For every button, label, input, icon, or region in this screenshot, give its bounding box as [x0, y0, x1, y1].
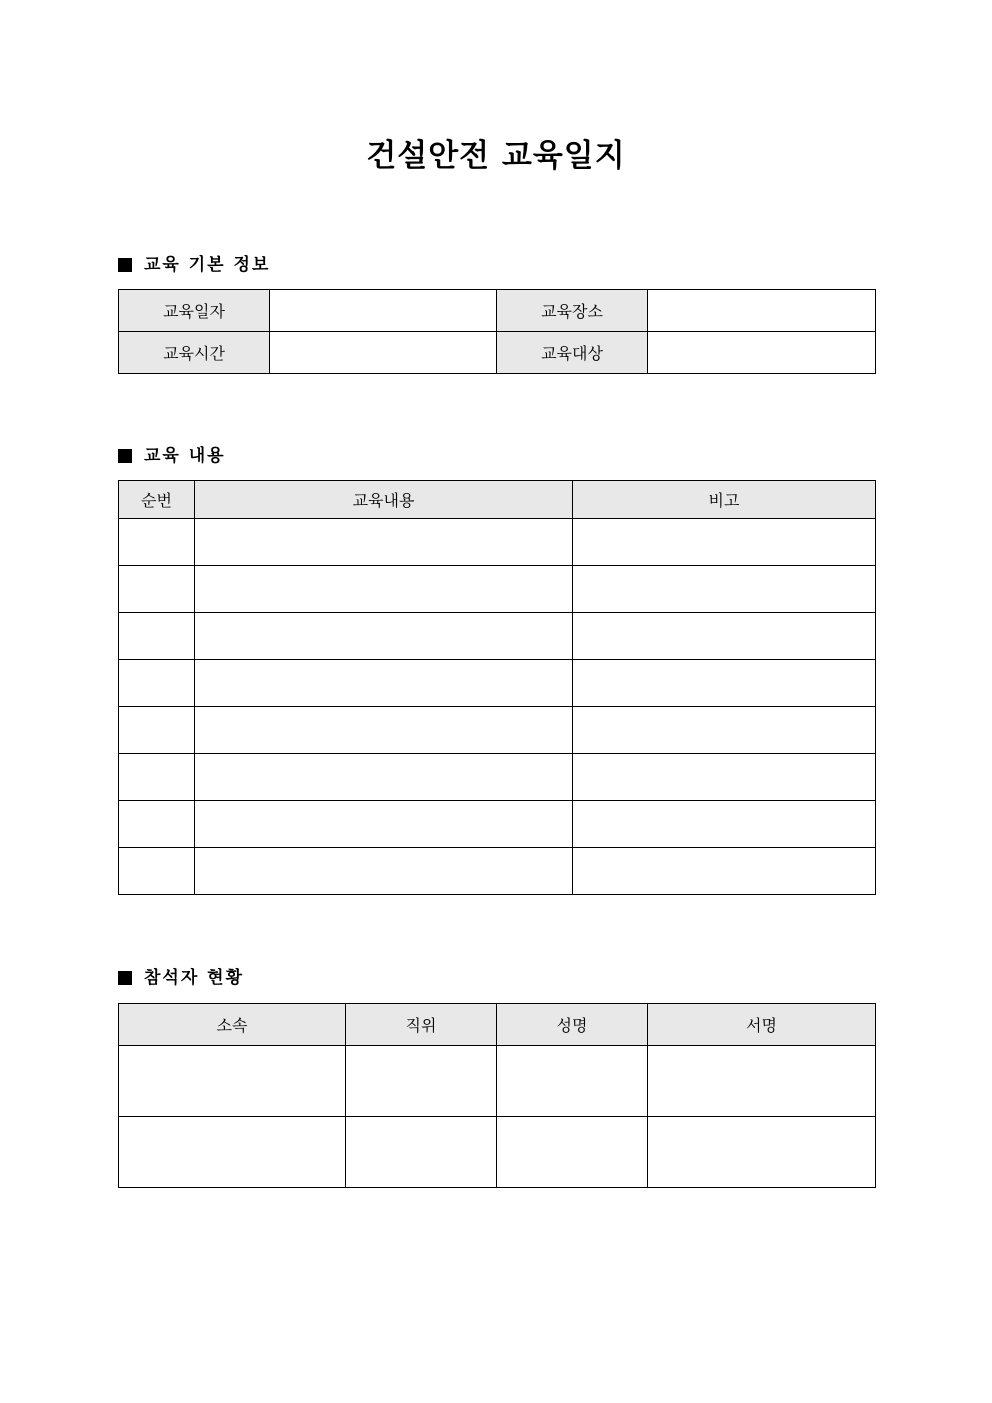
black-square-icon — [118, 258, 132, 272]
section-heading-label: 교육 내용 — [144, 446, 226, 466]
table-row — [119, 1117, 876, 1188]
section-heading-label: 참석자 현황 — [144, 968, 245, 988]
name-cell[interactable] — [497, 1117, 648, 1188]
table-header-row — [119, 481, 876, 519]
column-header-affiliation: 소속 — [119, 1004, 346, 1046]
content-cell[interactable] — [195, 566, 573, 613]
number-cell[interactable] — [119, 566, 195, 613]
table-row — [119, 1046, 876, 1117]
content-cell[interactable] — [195, 707, 573, 754]
column-header-signature: 서명 — [648, 1004, 876, 1046]
number-cell[interactable] — [119, 801, 195, 848]
date-field[interactable] — [270, 290, 497, 332]
affiliation-cell[interactable] — [119, 1117, 346, 1188]
position-cell[interactable] — [346, 1117, 497, 1188]
section-heading-education-content — [118, 445, 226, 467]
education-content-table — [118, 480, 876, 895]
basic-info-table — [118, 289, 876, 374]
table-row — [119, 801, 876, 848]
table-row — [119, 519, 876, 566]
black-square-icon — [118, 449, 132, 463]
target-field[interactable] — [648, 332, 876, 374]
content-cell[interactable] — [195, 660, 573, 707]
number-cell[interactable] — [119, 754, 195, 801]
table-row — [119, 332, 876, 374]
signature-cell[interactable] — [648, 1117, 876, 1188]
table-row — [119, 613, 876, 660]
table-header-row — [119, 1004, 876, 1046]
content-cell[interactable] — [195, 613, 573, 660]
number-cell[interactable] — [119, 660, 195, 707]
column-header-content: 교육내용 — [195, 481, 573, 519]
section-heading-attendees — [118, 967, 244, 989]
remarks-cell[interactable] — [573, 754, 876, 801]
affiliation-cell[interactable] — [119, 1046, 346, 1117]
remarks-cell[interactable] — [573, 566, 876, 613]
number-cell[interactable] — [119, 707, 195, 754]
time-field[interactable] — [270, 332, 497, 374]
time-label: 교육시간 — [119, 332, 270, 374]
table-row — [119, 848, 876, 895]
section-heading-basic-info — [118, 254, 270, 276]
remarks-cell[interactable] — [573, 707, 876, 754]
page-title: 건설안전 교육일지 — [366, 138, 626, 174]
target-label: 교육대상 — [497, 332, 648, 374]
remarks-cell[interactable] — [573, 519, 876, 566]
column-header-position: 직위 — [346, 1004, 497, 1046]
content-cell[interactable] — [195, 801, 573, 848]
content-cell[interactable] — [195, 848, 573, 895]
number-cell[interactable] — [119, 848, 195, 895]
column-header-number: 순번 — [119, 481, 195, 519]
table-row — [119, 290, 876, 332]
black-square-icon — [118, 971, 132, 985]
remarks-cell[interactable] — [573, 801, 876, 848]
remarks-cell[interactable] — [573, 848, 876, 895]
attendees-table — [118, 1003, 876, 1188]
content-cell[interactable] — [195, 519, 573, 566]
signature-cell[interactable] — [648, 1046, 876, 1117]
table-row — [119, 707, 876, 754]
name-cell[interactable] — [497, 1046, 648, 1117]
number-cell[interactable] — [119, 519, 195, 566]
section-heading-label: 교육 기본 정보 — [144, 255, 271, 275]
number-cell[interactable] — [119, 613, 195, 660]
column-header-remarks: 비고 — [573, 481, 876, 519]
table-row — [119, 660, 876, 707]
position-cell[interactable] — [346, 1046, 497, 1117]
remarks-cell[interactable] — [573, 660, 876, 707]
remarks-cell[interactable] — [573, 613, 876, 660]
table-row — [119, 566, 876, 613]
table-row — [119, 754, 876, 801]
date-label: 교육일자 — [119, 290, 270, 332]
column-header-name: 성명 — [497, 1004, 648, 1046]
place-field[interactable] — [648, 290, 876, 332]
place-label: 교육장소 — [497, 290, 648, 332]
content-cell[interactable] — [195, 754, 573, 801]
